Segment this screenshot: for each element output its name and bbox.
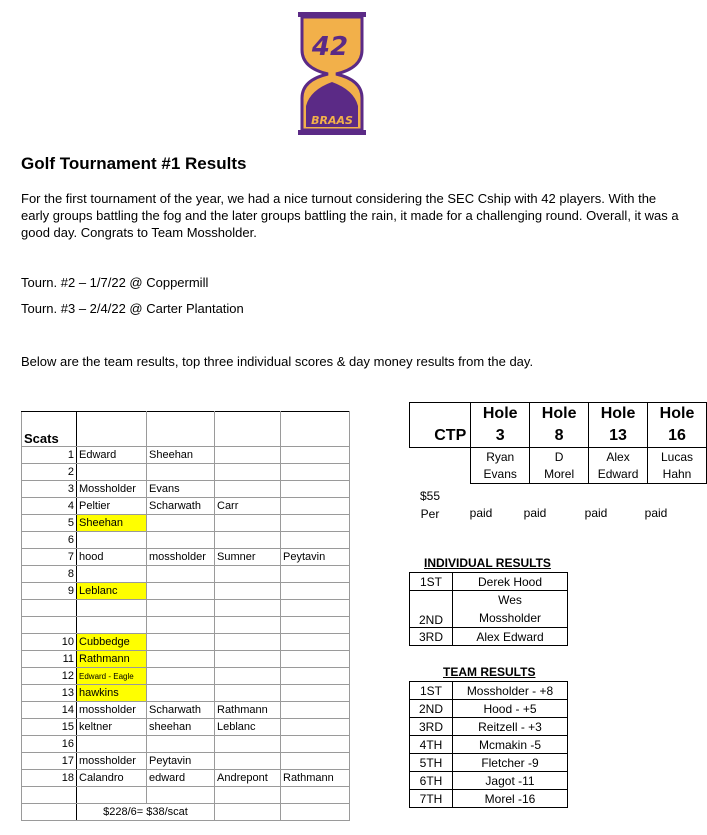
team-name-score: Jagot -11 [453,772,568,790]
ctp-winner-last: Morel [530,466,589,484]
scats-player [215,787,281,804]
scats-hole-number [22,617,77,634]
scats-player: Scharwath [147,702,215,719]
scats-player [215,447,281,464]
scats-player [147,515,215,532]
hole-number: 3 [471,425,530,448]
team-place: 4TH [410,736,453,754]
scats-player: Sheehan [147,447,215,464]
scats-hole-number: 10 [22,634,77,651]
scats-player [215,617,281,634]
team-place: 2ND [410,700,453,718]
scats-row [22,753,350,770]
scats-footer-row [22,804,350,821]
hole-word: Hole [471,403,530,426]
scats-player: Peytavin [281,549,350,566]
scats-player [281,600,350,617]
scats-player [281,719,350,736]
scats-row [22,583,350,600]
scats-player: sheehan [147,719,215,736]
scats-hole-number: 5 [22,515,77,532]
scats-player: Edward - Eagle [77,668,147,685]
scats-player [147,617,215,634]
team-results-title: TEAM RESULTS [443,665,536,679]
scats-player [215,651,281,668]
scats-player [215,736,281,753]
scats-player [147,685,215,702]
scats-player: mossholder [77,702,147,719]
individual-name: Derek Hood [453,573,568,591]
scats-player [281,566,350,583]
scats-player [281,736,350,753]
paid-status: paid [644,506,668,520]
scats-player: mossholder [147,549,215,566]
scats-player [215,634,281,651]
logo-text: BRAAS [311,114,353,127]
scats-row [22,464,350,481]
team-name-score: Reitzell - +3 [453,718,568,736]
scats-player [281,532,350,549]
team-place: 7TH [410,790,453,808]
scats-row [22,600,350,617]
scats-row [22,617,350,634]
scats-row [22,634,350,651]
scats-player [281,634,350,651]
scats-row [22,736,350,753]
scats-player [281,702,350,719]
page-title: Golf Tournament #1 Results [21,154,247,173]
scats-player: hood [77,549,147,566]
scats-footer: $228/6= $38/scat [77,804,215,821]
scats-player: Mossholder [77,481,147,498]
ctp-price-amount: $55 [420,489,441,503]
scats-hole-number: 17 [22,753,77,770]
scats-player: Peytavin [147,753,215,770]
ctp-winner-first: D [530,448,589,466]
scats-player: Edward [77,447,147,464]
hole-word: Hole [530,403,589,426]
scats-player [77,787,147,804]
scats-player: keltner [77,719,147,736]
scats-player [215,532,281,549]
scats-row [22,685,350,702]
scats-hole-number: 1 [22,447,77,464]
scats-header-row [22,412,350,447]
scats-player [77,566,147,583]
scats-row [22,651,350,668]
individual-name: Wes Mossholder [453,591,568,628]
hole-word: Hole [589,403,648,426]
braas-logo [296,10,368,138]
scats-player: edward [147,770,215,787]
scats-player [147,668,215,685]
ctp-price-per: Per [420,507,440,521]
scats-player [215,481,281,498]
individual-row [410,628,568,646]
ctp-winner-last: Edward [589,466,648,484]
scats-hole-number: 8 [22,566,77,583]
individual-place: 2ND [410,591,453,628]
scats-player [147,583,215,600]
scats-player [215,753,281,770]
individual-row [410,573,568,591]
scats-player: Cubbedge [77,634,147,651]
logo-number: 42 [311,32,349,62]
scats-hole-number: 6 [22,532,77,549]
scats-player [77,617,147,634]
scats-hole-number: 2 [22,464,77,481]
team-name-score: Fletcher -9 [453,754,568,772]
team-place: 1ST [410,682,453,700]
scats-player [281,498,350,515]
scats-player: Rathmann [215,702,281,719]
scats-player: Leblanc [77,583,147,600]
scats-hole-number: 3 [22,481,77,498]
team-row [410,718,568,736]
scats-player [215,685,281,702]
scats-player [281,685,350,702]
scats-player [147,736,215,753]
individual-name: Alex Edward [453,628,568,646]
scats-player: Rathmann [281,770,350,787]
team-name-score: Hood - +5 [453,700,568,718]
scats-player [281,515,350,532]
scats-player: Peltier [77,498,147,515]
scats-row [22,719,350,736]
team-place: 5TH [410,754,453,772]
team-name-score: Mcmakin -5 [453,736,568,754]
hole-word: Hole [648,403,707,426]
scats-player [215,583,281,600]
scats-player [215,464,281,481]
scats-hole-number: 4 [22,498,77,515]
scats-player [281,447,350,464]
scats-player [147,787,215,804]
team-name-score: Mossholder - +8 [453,682,568,700]
scats-hole-number [22,787,77,804]
scats-player [147,634,215,651]
scats-row [22,498,350,515]
team-row [410,790,568,808]
scats-player [77,532,147,549]
team-row [410,682,568,700]
scats-hole-number: 18 [22,770,77,787]
upcoming-tournament-2: Tourn. #2 – 1/7/22 @ Coppermill [21,275,209,290]
scats-hole-number: 16 [22,736,77,753]
scats-row [22,668,350,685]
ctp-winner-first: Lucas [648,448,707,466]
team-results-table [409,681,568,808]
scats-row [22,515,350,532]
individual-results-table [409,572,568,646]
scats-row [22,770,350,787]
scats-player [281,651,350,668]
hole-number: 16 [648,425,707,448]
scats-player [281,481,350,498]
scats-player: Sheehan [77,515,147,532]
scats-player [147,600,215,617]
scats-player [281,583,350,600]
team-row [410,736,568,754]
ctp-table [409,402,707,484]
team-place: 6TH [410,772,453,790]
scats-row [22,566,350,583]
scats-row [22,549,350,566]
scats-row [22,481,350,498]
scats-player: Carr [215,498,281,515]
intro-paragraph: For the first tournament of the year, we had a nice turnout considering the SEC Cship with 42 players. With the early groups battling the fog and the later groups battling the rain, it made for a challenging round. Overall, it was a good day. Congrats to Team Mossholder. [21,191,679,240]
scats-player [215,515,281,532]
team-row [410,772,568,790]
scats-player [215,668,281,685]
scats-player: hawkins [77,685,147,702]
scats-hole-number: 13 [22,685,77,702]
hole-number: 8 [530,425,589,448]
scats-player [215,566,281,583]
scats-player: Sumner [215,549,281,566]
scats-player [77,736,147,753]
ctp-winner-last: Hahn [648,466,707,484]
scats-hole-number [22,600,77,617]
team-name-score: Morel -16 [453,790,568,808]
scats-table [21,411,350,821]
scats-hole-number: 15 [22,719,77,736]
individual-place: 1ST [410,573,453,591]
ctp-label: CTP [410,425,471,448]
scats-player [147,651,215,668]
scats-row [22,447,350,464]
scats-row [22,787,350,804]
scats-player: Rathmann [77,651,147,668]
scats-hole-number: 14 [22,702,77,719]
scats-hole-number: 9 [22,583,77,600]
individual-results-title: INDIVIDUAL RESULTS [424,556,551,570]
scats-hole-number: 11 [22,651,77,668]
ctp-winner-first: Ryan [471,448,530,466]
scats-player [281,464,350,481]
team-row [410,754,568,772]
scats-player [281,668,350,685]
ctp-winner-first: Alex [589,448,648,466]
scats-player [281,787,350,804]
paid-status: paid [469,506,493,520]
scats-hole-number: 7 [22,549,77,566]
individual-row [410,591,568,628]
scats-player: Calandro [77,770,147,787]
ctp-winner-last: Evans [471,466,530,484]
hole-number: 13 [589,425,648,448]
scats-player: Scharwath [147,498,215,515]
scats-player [281,617,350,634]
results-intro: Below are the team results, top three individual scores & day money results from the day. [21,354,534,369]
scats-player [147,532,215,549]
scats-player [77,600,147,617]
paid-status: paid [523,506,547,520]
upcoming-tournament-3: Tourn. #3 – 2/4/22 @ Carter Plantation [21,301,244,316]
scats-hole-number: 12 [22,668,77,685]
scats-player: Andrepont [215,770,281,787]
ctp-price [420,487,440,523]
scats-header: Scats [22,412,77,447]
scats-player: Leblanc [215,719,281,736]
scats-player [147,566,215,583]
paid-status: paid [584,506,608,520]
individual-place: 3RD [410,628,453,646]
scats-row [22,702,350,719]
team-row [410,700,568,718]
scats-player [77,464,147,481]
scats-row [22,532,350,549]
team-place: 3RD [410,718,453,736]
scats-player [215,600,281,617]
scats-player: Evans [147,481,215,498]
scats-player [147,464,215,481]
scats-player: mossholder [77,753,147,770]
scats-player [281,753,350,770]
